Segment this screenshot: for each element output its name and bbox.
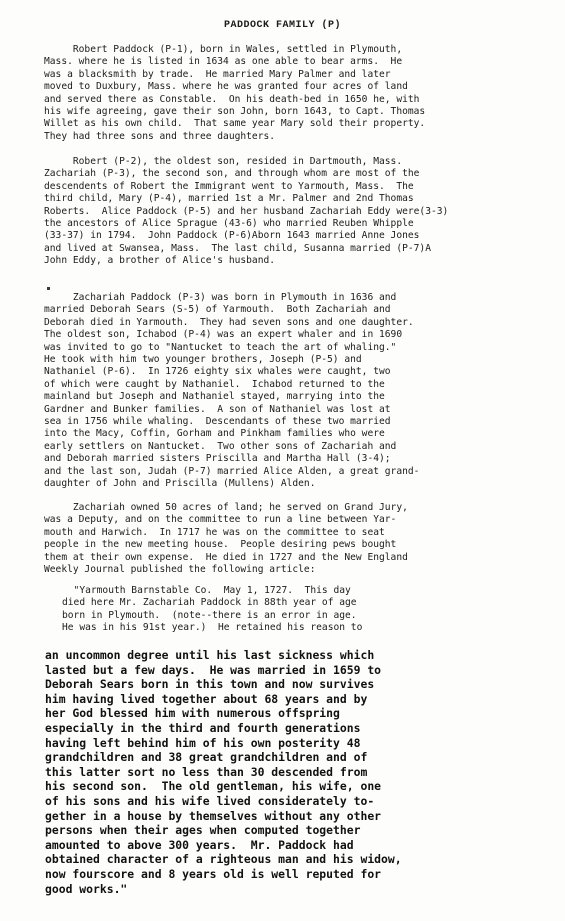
newspaper-quote-continued: an uncommon degree until his last sickness which lasted but a few days. He was married in 1659 to Deborah Sears born in this town and now survives him having lived together about 68 years and by her God blessed him with numerous offspring especially in the third and fourth generations having left behind him of his own posterity 48 grandchildren and 38 great grandchildren and of this latter sort no less than 30 descended from his second son. The old gentleman, his wife, one of his sons and his wife lived considerately to- gether in a house by themselves without any other persons when their ages when computed together amounted to above 300 years. Mr. Paddock had obtained character of a righteous man and his widow, now fourscore and 8 years old is well reputed for good works." [45, 648, 402, 896]
paragraph-robert-paddock: Robert Paddock (P-1), born in Wales, settled in Plymouth, Mass. where he is listed in 1634 as one able to bear arms. He was a blacksmith by trade. He married Mary Palmer and later moved to Duxbury, Mass. where he was granted four acres of land and served there as Constable. On his death-bed in 1650 he, with his wife agreeing, gave their son John, born 1643, to Capt. Thomas Willet as his own child. That same year Mary sold their property. They had three sons and three daughters. [44, 44, 426, 142]
paragraph-zachariah-estate: Zachariah owned 50 acres of land; he served on Grand Jury, was a Deputy, and on the committee to run a line between Yar- mouth and Harwich. In 1717 he was on the committee to seat people in the new meeting house. People desiring pews bought them at their own expense. He died in 1727 and the New England Weekly Journal published the following article: [44, 502, 408, 576]
margin-dot [47, 287, 50, 290]
paragraph-children-of-robert: Robert (P-2), the oldest son, resided in Dartmouth, Mass. Zachariah (P-3), the second son, and through whom are most of the descendents of Robert the Immigrant went to Yarmouth, Mass. The third child, Mary (P-4), married 1st a Mr. Palmer and 2nd Thomas Roberts. Alice Paddock (P-5) and her husband Zachariah Eddy were(3-3) the ancestors of Alice Sprague (43-6) who married Reuben Whipple (33-37) in 1794. John Paddock (P-6)Aborn 1643 married Anne Jones and lived at Swansea, Mass. The last child, Susanna married (P-7)A John Eddy, a brother of Alice's husband. [44, 156, 449, 267]
paragraph-zachariah-paddock: Zachariah Paddock (P-3) was born in Plymouth in 1636 and married Deborah Sears (S-5) of Yarmouth. Both Zachariah and Deborah died in Yarmouth. They had seven sons and one daughter. The oldest son, Ichabod (P-4) was an expert whaler and in 1690 was invited to go to "Nantucket to teach the art of whaling." He took with him two younger brothers, Joseph (P-5) and Nathaniel (P-6). In 1726 eighty six whales were caught, two of which were caught by Nathaniel. Ichabod returned to the mainland but Joseph and Nathaniel stayed, marrying into the Gardner and Bunker families. A son of Nathaniel was lost at sea in 1756 while whaling. Descendants of these two married into the Macy, Coffin, Gorham and Pinkham families who were early settlers on Nantucket. Two other sons of Zachariah and and Deborah married sisters Priscilla and Martha Hall (3-4); and the last son, Judah (P-7) married Alice Alden, a great grand- daughter of John and Priscilla (Mullens) Alden. [44, 292, 420, 490]
document-title: PADDOCK FAMILY (P) [223, 20, 342, 31]
newspaper-quote-start: "Yarmouth Barnstable Co. May 1, 1727. This day died here Mr. Zachariah Paddock in 88th year of age born in Plymouth. (note--there is an error in age. He was in his 91st year.) He retained his reason to [62, 585, 363, 634]
